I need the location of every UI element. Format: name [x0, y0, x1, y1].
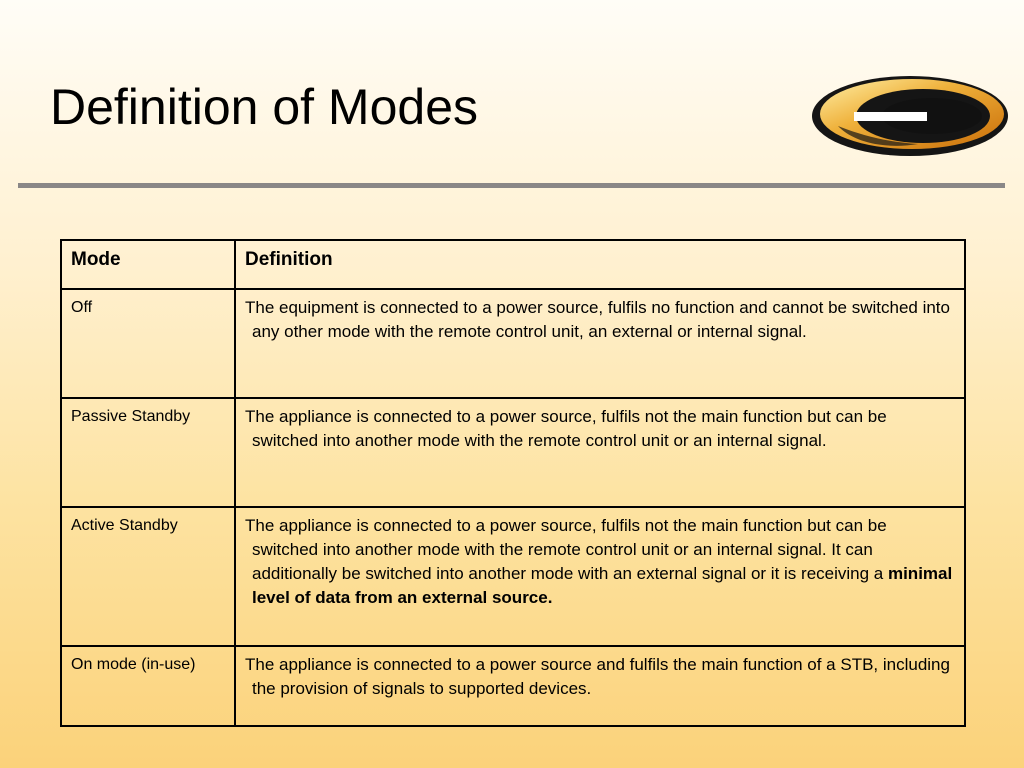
table-row	[61, 646, 965, 726]
definition-column-header: Definition	[235, 240, 965, 289]
definition-text-bold: minimal level of data from an external source.	[252, 564, 953, 607]
definition-text	[245, 514, 956, 610]
definition-text: The appliance is connected to a power source, fulfils not the main function but can be switched into another mode with the remote control unit or an internal signal.	[245, 407, 887, 450]
definition-text: The equipment is connected to a power source, fulfils no function and cannot be switched into any other mode with the remote control unit, an external or internal signal.	[245, 298, 950, 341]
mode-cell-off: Off	[61, 289, 235, 398]
mode-cell-active-standby: Active Standby	[61, 507, 235, 646]
page-title: Definition of Modes	[50, 79, 479, 135]
definition-text-regular: The appliance is connected to a power source, fulfils not the main function but can be switched into another mode with the remote control unit or an internal signal. It can additionally be switched into another mode with an external signal or it is receiving a	[245, 516, 888, 583]
mode-column-header: Mode	[61, 240, 235, 289]
table-row	[61, 398, 965, 507]
definition-cell-on-mode	[235, 646, 965, 726]
table-header-row	[61, 240, 965, 289]
mode-text: On mode (in-use)	[71, 656, 196, 673]
title-divider	[18, 183, 1005, 188]
modes-table	[60, 239, 966, 727]
table-row	[61, 507, 965, 646]
definition-text: The appliance is connected to a power source and fulfils the main function of a STB, including the provision of signals to supported devices.	[245, 655, 950, 698]
table-row	[61, 289, 965, 398]
circular-e-logo	[810, 74, 1010, 158]
definition-cell-off	[235, 289, 965, 398]
mode-cell-on-mode	[61, 646, 235, 726]
definition-cell-passive-standby	[235, 398, 965, 507]
definition-cell-active-standby	[235, 507, 965, 646]
mode-cell-passive-standby: Passive Standby	[61, 398, 235, 507]
